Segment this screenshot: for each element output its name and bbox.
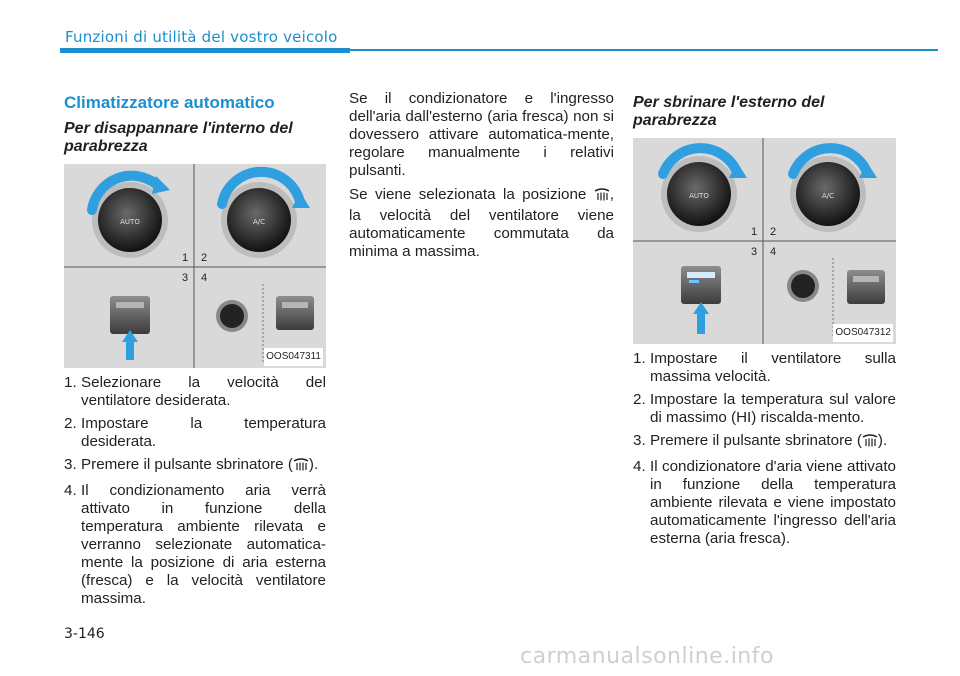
figure-code: OOS047311 [264,348,323,366]
header-rule-thick [60,48,350,53]
quadrant-label-1: 1 [182,252,189,264]
climate-panel-figure-1 [64,164,326,368]
quadrant-label-2: 2 [201,252,208,264]
ac-knob-label: A/C [252,218,266,226]
quadrant-label-1: 1 [751,226,758,238]
list-item: 4. Il condizionatore d'aria viene attivato in funzione della temperatura ambiente rilevata e viene impostato automaticamente l'ingresso dell'aria esterna (aria fresca). [633,458,896,547]
subheading-exterior-defrost: Per sbrinare l'esterno del parabrezza [633,94,825,129]
ac-knob-label: A/C [821,192,835,200]
list-item: 3. Premere il pulsante sbrinatore ( ). [64,456,326,477]
quadrant-label-4: 4 [201,272,208,284]
auto-knob-label: AUTO [689,192,709,200]
defrost-icon [293,458,309,477]
watermark: carmanualsonline.info [520,644,774,669]
list-item: 1. Selezionare la velocità del ventilatore desiderata. [64,374,326,409]
auto-knob-label: AUTO [120,218,140,226]
climate-panel-figure-2 [633,138,896,344]
defrost-icon [594,188,610,207]
header-rule-thin [350,49,938,51]
list-item: 3. Premere il pulsante sbrinatore ( ). [633,432,896,453]
paragraph-defrost-position: Se viene selezionata la posizione , la velocità del ventilatore viene automaticamente commutata da minima a massima. [349,186,614,260]
list-item: 1. Impostare il ventilatore sulla massima velocità. [633,350,896,385]
steps-list-demist [64,374,326,608]
paragraph-manual-adjust: Se il condizionatore e l'ingresso dell'aria dall'esterno (aria fresca) non si dovessero attivare automatica-mente, regolare manualmente i relativi pulsanti. [349,90,614,179]
climate-panel-illustration [633,138,896,344]
list-item: 2. Impostare la temperatura desiderata. [64,415,326,450]
quadrant-label-3: 3 [182,272,189,284]
subheading-interior-demist: Per disappannare l'interno del parabrezza [64,120,293,155]
column-right [633,90,896,553]
list-item: 4. Il condizionamento aria verrà attivato in funzione della temperatura ambiente rilevata e verranno selezionate automatica-mente la posizione di aria esterna (fresca) e la velocità ventilatore massima. [64,482,326,607]
section-title: Climatizzatore automatico [64,93,275,112]
defrost-icon [862,434,878,453]
quadrant-label-4: 4 [770,246,777,258]
column-middle [349,90,614,267]
quadrant-label-3: 3 [751,246,758,258]
quadrant-label-2: 2 [770,226,777,238]
list-item: 2. Impostare la temperatura sul valore di massimo (HI) riscalda-mento. [633,391,896,426]
column-left [64,90,326,613]
chapter-title: Funzioni di utilità del vostro veicolo [65,28,338,46]
climate-panel-illustration [64,164,326,368]
page-number: 3-146 [64,626,105,642]
figure-code: OOS047312 [833,324,893,342]
steps-list-defrost [633,350,896,548]
